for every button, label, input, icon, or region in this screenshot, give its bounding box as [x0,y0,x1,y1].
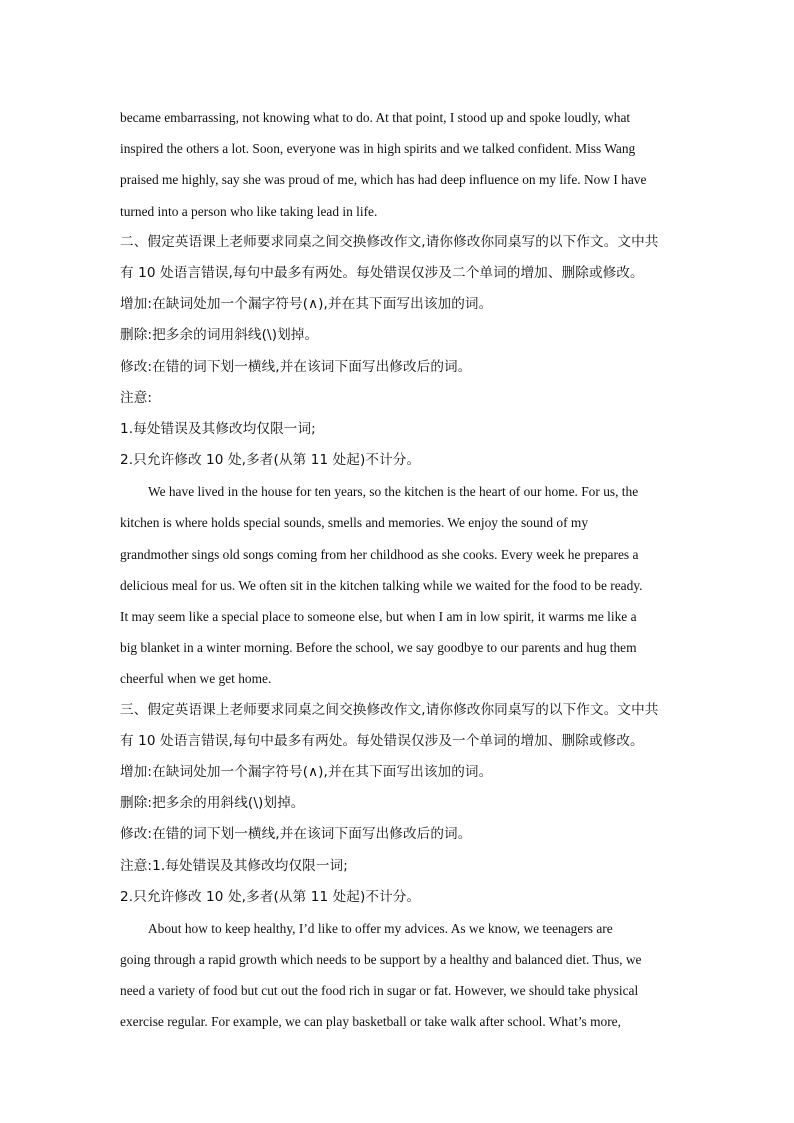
top-passage [120,102,684,227]
passage-line: kitchen is where holds special sounds, smells and memories. We enjoy the sound of my [120,515,589,531]
passage-line: need a variety of food but cut out the food rich in sugar or fat. However, we should take physical [120,983,639,999]
passage-line: delicious meal for us. We often sit in the kitchen talking while we waited for the food to be ready. [120,577,643,593]
passage-line: going through a rapid growth which needs to be support by a healthy and balanced diet. Thus, we [120,952,642,968]
section-three-heading: 三、假定英语课上老师要求同桌之间交换修改作文,请你修改你同桌写的以下作文。文中共 [120,701,659,718]
passage-line: It may seem like a special place to someone else, but when I am in low spirit, it warms me like a [120,609,637,624]
section-two-heading: 二、假定英语课上老师要求同桌之间交换修改作文,请你修改你同桌写的以下作文。文中共 [120,233,659,250]
rule-add: 增加:在缺词处加一个漏字符号(∧),并在其下面写出该加的词。 [120,763,493,780]
section-two [120,227,684,695]
note-2: 2.只允许修改 10 处,多者(从第 11 处起)不计分。 [120,452,421,469]
passage-line: turned into a person who like taking lead in life. [120,203,378,219]
passage-line: became embarrassing, not knowing what to do. At that point, I stood up and spoke loudly, what [120,110,631,125]
section-two-heading: 有 10 处语言错误,每句中最多有两处。每处错误仅涉及二个单词的增加、删除或修改。 [120,264,644,281]
passage-line: About how to keep healthy, I’d like to offer my advices. As we know, we teenagers are [148,920,613,936]
rule-add: 增加:在缺词处加一个漏字符号(∧),并在其下面写出该加的词。 [120,296,493,313]
rule-modify: 修改:在错的词下划一横线,并在该词下面写出修改后的词。 [120,826,472,843]
passage-line: exercise regular. For example, we can play basketball or take walk after school. What’s more, [120,1014,621,1030]
passage-line: cheerful when we get home. [120,671,272,687]
note-label: 注意: [120,389,153,406]
section-three-heading: 有 10 处语言错误,每句中最多有两处。每处错误仅涉及一个单词的增加、删除或修改。 [120,732,644,749]
rule-modify: 修改:在错的词下划一横线,并在该词下面写出修改后的词。 [120,358,472,375]
passage-line: inspired the others a lot. Soon, everyone was in high spirits and we talked confident. Miss Wang [120,141,636,157]
passage-line: grandmother sings old songs coming from her childhood as she cooks. Every week he prepares a [120,546,639,562]
rule-delete: 删除:把多余的词用斜线(\)划掉。 [120,327,319,344]
note-1: 1.每处错误及其修改均仅限一词; [120,420,316,437]
passage-line: big blanket in a winter morning. Before the school, we say goodbye to our parents and hug them [120,640,637,656]
passage-line: praised me highly, say she was proud of me, which has had deep influence on my life. Now I have [120,172,647,188]
passage-line: We have lived in the house for ten years, so the kitchen is the heart of our home. For us, the [148,484,639,500]
rule-delete: 删除:把多余的用斜线(\)划掉。 [120,795,305,812]
section-three [120,695,684,1038]
note-2: 2.只允许修改 10 处,多者(从第 11 处起)不计分。 [120,888,421,905]
note-1: 注意:1.每处错误及其修改均仅限一词; [120,857,348,874]
